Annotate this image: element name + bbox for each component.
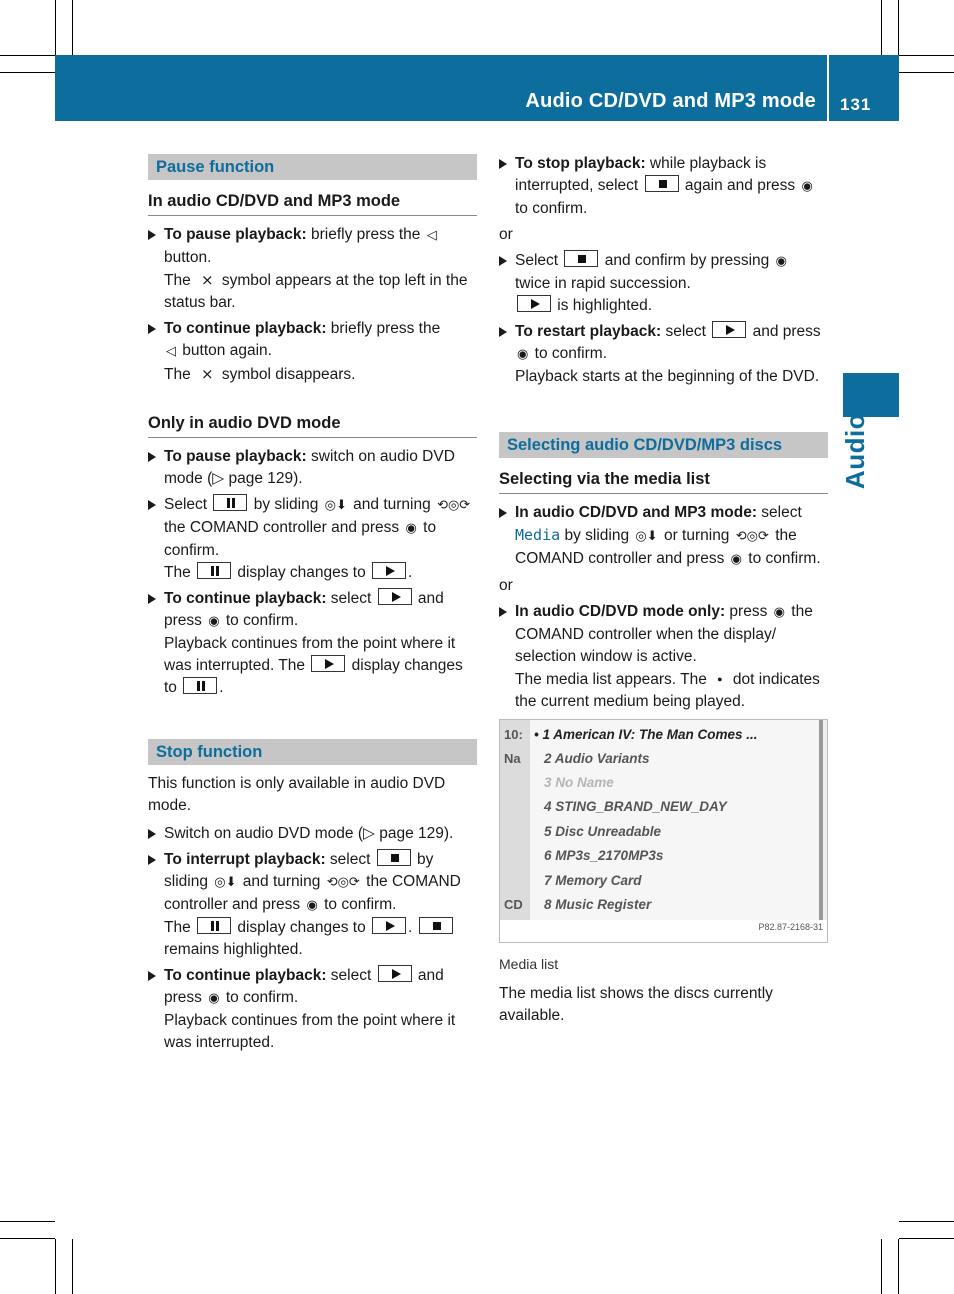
figure-caption: Media list — [499, 956, 559, 972]
slide-down-icon: ◎⬇ — [324, 498, 347, 513]
item-text: twice in rapid succession. — [515, 275, 691, 292]
item-text: and press — [748, 323, 821, 340]
turn-controller-icon: ⟲◎⟳ — [326, 875, 360, 890]
crop-mark — [899, 55, 954, 56]
crop-mark — [55, 1239, 56, 1294]
item-text: Select — [515, 252, 563, 269]
item-text: The media list appears. The — [515, 671, 712, 688]
crop-mark — [899, 1221, 954, 1222]
stop-button-icon — [419, 917, 453, 934]
screen-side-label: CD — [504, 897, 523, 912]
slide-down-icon: ◎⬇ — [214, 875, 237, 890]
item-text: briefly press the — [306, 226, 425, 243]
stop-button-icon — [564, 250, 598, 267]
bullet-triangle-icon — [499, 607, 507, 617]
stop-button-icon — [645, 175, 679, 192]
list-item — [499, 601, 828, 713]
item-text: by sliding — [164, 851, 434, 890]
or-separator: or — [499, 577, 513, 594]
item-text: is highlighted. — [553, 297, 653, 314]
list-item — [499, 250, 828, 317]
list-item — [148, 588, 477, 699]
play-button-icon — [372, 917, 406, 934]
item-text: or turning — [659, 527, 734, 544]
pause-button-icon — [213, 494, 247, 511]
right-column — [499, 153, 828, 1033]
item-text: remains highlighted. — [164, 941, 303, 958]
bullet-triangle-icon — [148, 594, 156, 604]
item-text: to confirm. — [743, 550, 821, 567]
item-text: Switch on audio DVD mode (▷ page 129). — [164, 825, 454, 842]
back-button-icon: ◁ — [166, 344, 176, 359]
press-controller-icon: ◉ — [775, 254, 787, 269]
play-button-icon — [311, 655, 345, 672]
section-heading-pause: Pause function — [148, 154, 477, 180]
item-text: The — [164, 272, 196, 289]
press-controller-icon: ◉ — [730, 552, 742, 567]
list-item — [499, 153, 828, 220]
or-separator: or — [499, 226, 513, 243]
media-list-item[interactable]: 6 MP3s_2170MP3s — [544, 848, 664, 863]
media-list-item[interactable]: 3 No Name — [544, 775, 614, 790]
crop-mark — [55, 0, 56, 55]
list-item — [148, 446, 477, 490]
media-list — [530, 720, 823, 920]
item-text: to confirm. — [515, 200, 588, 217]
section-heading-stop: Stop function — [148, 739, 477, 765]
item-text: Select — [164, 496, 212, 513]
item-text: select — [326, 967, 376, 984]
item-text: by sliding — [560, 527, 634, 544]
subheading-cd-dvd-mp3: In audio CD/DVD and MP3 mode — [148, 190, 477, 216]
figure-code: P82.87-2168-31 — [758, 922, 823, 932]
screen-side-label: 10: — [504, 727, 523, 742]
media-list-item[interactable]: 7 Memory Card — [544, 873, 642, 888]
crop-mark — [898, 0, 899, 55]
crop-mark — [881, 0, 882, 55]
list-item — [148, 494, 477, 584]
paragraph: This function is only available in audio DVD mode. — [148, 775, 446, 814]
play-button-icon — [517, 295, 551, 312]
crop-mark — [72, 0, 73, 55]
item-text: select — [326, 590, 376, 607]
press-controller-icon: ◉ — [208, 614, 220, 629]
item-lead: To interrupt playback: — [164, 851, 326, 868]
crop-mark — [0, 1238, 55, 1239]
media-menu-label: Media — [515, 526, 561, 544]
pause-status-icon: ⨯ — [201, 271, 214, 289]
item-text: The — [164, 919, 196, 936]
item-lead: To continue playback: — [164, 320, 327, 337]
item-text: select — [756, 504, 802, 521]
list-item — [148, 823, 477, 845]
item-text: display changes to — [233, 564, 371, 581]
media-list-item[interactable]: 2 Audio Variants — [544, 751, 650, 766]
item-text: again and press — [680, 177, 800, 194]
play-button-icon — [712, 321, 746, 338]
item-text: the COMAND controller and press — [164, 519, 404, 536]
item-lead: In audio CD/DVD mode only: — [515, 603, 726, 620]
back-button-icon: ◁ — [426, 228, 437, 243]
bullet-triangle-icon — [148, 855, 156, 865]
bullet-triangle-icon — [148, 452, 156, 462]
list-item — [148, 965, 477, 1054]
crop-mark — [0, 1221, 55, 1222]
item-lead: To stop playback: — [515, 155, 646, 172]
list-item — [499, 321, 828, 388]
bullet-triangle-icon — [499, 256, 507, 266]
crop-mark — [898, 1239, 899, 1294]
bullet-triangle-icon — [499, 508, 507, 518]
item-text: select — [325, 851, 375, 868]
bullet-triangle-icon — [148, 829, 156, 839]
crop-mark — [0, 55, 55, 56]
item-text: and confirm by pressing — [600, 252, 774, 269]
side-tab-label: Audio — [840, 412, 870, 490]
section-heading-discs: Selecting audio CD/DVD/MP3 discs — [499, 432, 828, 458]
item-text: The — [164, 564, 196, 581]
item-lead: To continue playback: — [164, 967, 327, 984]
item-text: Playback continues from the point where it was interrupted. — [164, 1012, 456, 1051]
press-controller-icon: ◉ — [405, 521, 417, 536]
list-item — [148, 318, 477, 386]
media-list-screenshot — [499, 719, 828, 943]
press-controller-icon: ◉ — [801, 179, 813, 194]
item-text: . — [408, 919, 417, 936]
item-lead: To restart playback: — [515, 323, 662, 340]
item-text: display changes to — [164, 657, 463, 696]
turn-controller-icon: ⟲◎⟳ — [735, 529, 769, 544]
item-text: Playback continues from the point where it was interrupted. The — [164, 635, 456, 674]
press-controller-icon: ◉ — [208, 991, 220, 1006]
item-text: to confirm. — [221, 989, 299, 1006]
bullet-triangle-icon — [148, 971, 156, 981]
slide-down-icon: ◎⬇ — [635, 529, 658, 544]
item-text: select — [661, 323, 711, 340]
press-controller-icon: ◉ — [773, 605, 785, 620]
page-header-title: Audio CD/DVD and MP3 mode — [525, 90, 816, 112]
page-number: 131 — [840, 95, 872, 114]
item-text: display changes to — [233, 919, 371, 936]
subheading-dvd-only: Only in audio DVD mode — [148, 412, 477, 438]
item-text: and press — [164, 590, 444, 629]
item-text: while playback is interrupted, select — [515, 155, 767, 194]
turn-controller-icon: ⟲◎⟳ — [437, 498, 471, 513]
item-text: press — [725, 603, 772, 620]
item-text: symbol appears at the top left in the status bar. — [164, 272, 468, 311]
item-text: the COMAND controller and press — [515, 527, 797, 567]
play-button-icon — [378, 588, 412, 605]
list-item — [148, 849, 477, 961]
item-text: . — [219, 679, 224, 696]
item-text: button. — [164, 249, 212, 266]
pause-button-icon — [197, 562, 231, 579]
item-text: to confirm. — [530, 345, 608, 362]
item-text: . — [408, 564, 413, 581]
bullet-triangle-icon — [148, 324, 156, 334]
item-text: The — [164, 366, 196, 383]
bullet-triangle-icon — [499, 327, 507, 337]
crop-mark — [899, 1238, 954, 1239]
item-text: button again. — [178, 342, 272, 359]
item-text: and turning — [348, 496, 436, 513]
item-text: switch on audio DVD mode (▷ page 129). — [164, 448, 455, 487]
media-list-item[interactable]: 4 STING_BRAND_NEW_DAY — [544, 799, 727, 814]
item-text: to confirm. — [164, 519, 437, 559]
item-text: and turning — [238, 873, 325, 890]
item-lead: To pause playback: — [164, 448, 307, 465]
play-button-icon — [378, 965, 412, 982]
scrollbar — [819, 720, 823, 920]
pause-status-icon: ⨯ — [201, 365, 214, 383]
current-medium-dot-icon: ● — [717, 674, 723, 684]
item-text: briefly press the — [326, 320, 441, 337]
item-text: the COMAND controller and press — [164, 873, 461, 913]
subheading-media-list: Selecting via the media list — [499, 468, 828, 494]
crop-mark — [899, 72, 954, 73]
screen-side-label: Na — [504, 751, 521, 766]
media-list-item[interactable]: • 1 American IV: The Man Comes ... — [534, 727, 758, 742]
press-controller-icon: ◉ — [306, 898, 318, 913]
header-divider — [827, 55, 829, 121]
item-text: to confirm. — [221, 612, 299, 629]
play-button-icon — [372, 562, 406, 579]
crop-mark — [0, 72, 55, 73]
list-item — [148, 224, 477, 314]
item-text: the COMAND controller when the display/ selection window is active. — [515, 603, 813, 665]
item-text: symbol disappears. — [217, 366, 356, 383]
stop-button-icon — [377, 849, 411, 866]
media-list-item[interactable]: 8 Music Register — [544, 897, 652, 912]
item-text: to confirm. — [319, 896, 397, 913]
screen-side-bar — [500, 720, 530, 943]
pause-button-icon — [197, 917, 231, 934]
paragraph: The media list shows the discs currently available. — [499, 985, 773, 1024]
item-text: by sliding — [249, 496, 323, 513]
crop-mark — [881, 1239, 882, 1294]
item-text: Playback starts at the beginning of the DVD. — [515, 368, 820, 385]
bullet-triangle-icon — [148, 500, 156, 510]
list-item — [499, 502, 828, 571]
media-list-item[interactable]: 5 Disc Unreadable — [544, 824, 662, 839]
crop-mark — [72, 1239, 73, 1294]
bullet-triangle-icon — [148, 230, 156, 240]
item-lead: To continue playback: — [164, 590, 327, 607]
item-text: and press — [164, 967, 444, 1006]
item-lead: In audio CD/DVD and MP3 mode: — [515, 504, 757, 521]
pause-button-icon — [183, 677, 217, 694]
item-text: dot indicates the current medium being played. — [515, 671, 820, 710]
bullet-triangle-icon — [499, 159, 507, 169]
press-controller-icon: ◉ — [517, 347, 529, 362]
left-column — [148, 150, 477, 1058]
item-lead: To pause playback: — [164, 226, 307, 243]
